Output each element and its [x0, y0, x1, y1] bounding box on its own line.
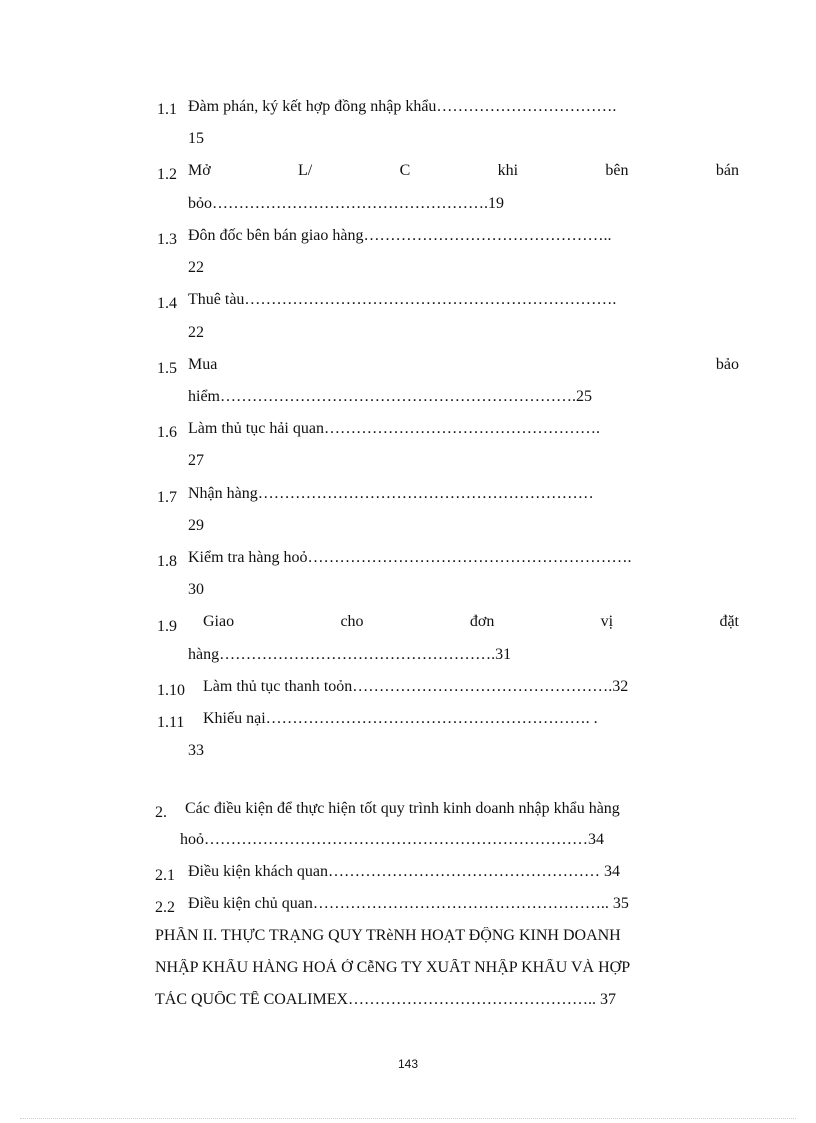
toc-word: bán: [715, 162, 739, 179]
toc-item-number: 1.11: [157, 714, 185, 731]
toc-word: Giao: [203, 613, 235, 630]
toc-item-title: Khiếu nại……………………………………………………. .: [203, 710, 598, 727]
toc-word: Mua: [188, 356, 218, 373]
toc-item-number: 1.1: [157, 101, 177, 118]
toc-word: bên: [605, 162, 629, 179]
toc-item-title: Thuê tàu…………………………………………………………….: [188, 291, 617, 308]
section-title-continued: hoỏ………………………………………………………………34: [180, 831, 604, 848]
toc-item-number: 1.6: [157, 424, 177, 441]
page-number: 143: [397, 1057, 419, 1071]
toc-item-title: Kiểm tra hàng hoỏ…………………………………………………….: [188, 549, 632, 566]
section-number: 2.: [155, 804, 167, 821]
toc-word: khi: [497, 162, 519, 179]
toc-item-title: Làm thủ tục hải quan…………………………………………….: [188, 420, 600, 437]
part-title-continued: TÁC QUỐC TẾ COALIMEX……………………………………….. 37: [155, 991, 617, 1008]
toc-item-page: bỏo…………………………………………….19: [188, 195, 504, 212]
toc-word: vị: [600, 613, 614, 630]
toc-item-title: Điều kiện chủ quan……………………………………………….. 35: [188, 895, 629, 912]
toc-word: cho: [340, 613, 364, 630]
toc-item-page: 22: [188, 324, 204, 341]
toc-item-page: 15: [188, 130, 204, 147]
toc-item-page: 27: [188, 452, 204, 469]
toc-item-title: Làm thủ tục thanh toỏn………………………………………….32: [203, 678, 629, 695]
toc-item-title: [203, 613, 739, 631]
toc-item-number: 2.2: [155, 899, 175, 916]
toc-item-number: 1.7: [157, 489, 177, 506]
toc-word: Mở: [188, 162, 211, 179]
toc-item-page: 30: [188, 581, 204, 598]
toc-word: C: [399, 162, 411, 179]
toc-item-title: Điều kiện khách quan…………………………………………… 34: [188, 863, 620, 880]
toc-item-title: [188, 162, 739, 180]
page-bottom-divider: [20, 1118, 796, 1119]
toc-item-number: 1.3: [157, 231, 177, 248]
toc-item-number: 1.10: [157, 682, 185, 699]
toc-item-number: 1.5: [157, 360, 177, 377]
toc-word: L/: [298, 162, 313, 179]
part-title-continued: NHẬP KHẨU HÀNG HOÁ Ở CễNG TY XUẤT NHẬP KHẨU VÀ HỢP: [155, 959, 631, 976]
toc-item-title: Đôn đốc bên bán giao hàng………………………………………..: [188, 227, 612, 244]
section-title: Các điều kiện để thực hiện tốt quy trình kinh doanh nhập khẩu hàng: [185, 800, 620, 817]
toc-word: bảo: [715, 356, 739, 373]
toc-item-page: 29: [188, 517, 204, 534]
toc-item-number: 1.9: [157, 618, 177, 635]
toc-item-number: 1.8: [157, 553, 177, 570]
toc-item-title: Đàm phán, ký kết hợp đồng nhập khẩu…………………………….: [188, 98, 617, 115]
toc-item-number: 2.1: [155, 867, 175, 884]
toc-item-number: 1.2: [157, 166, 177, 183]
part-title: PHẦN II. THỰC TRẠNG QUY TRèNH HOẠT ĐỘNG KINH DOANH: [155, 927, 621, 944]
toc-item-page: hàng…………………………………………….31: [188, 646, 512, 663]
toc-word: đặt: [719, 613, 739, 630]
toc-item-page: 22: [188, 259, 204, 276]
toc-item-number: 1.4: [157, 295, 177, 312]
toc-word: đơn: [469, 613, 495, 630]
toc-item-page: 33: [188, 742, 204, 759]
toc-item-title: Nhận hàng………………………………………………………: [188, 485, 594, 502]
toc-item-title: [188, 356, 739, 374]
toc-item-page: hiểm………………………………………………………….25: [188, 388, 592, 405]
